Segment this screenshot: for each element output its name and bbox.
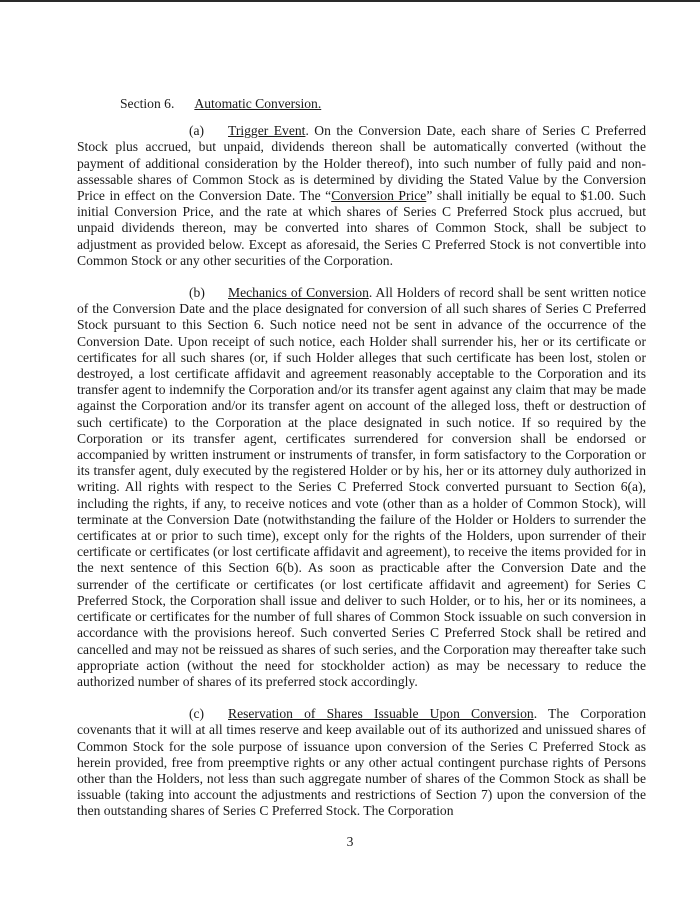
conversion-price-term: Conversion Price	[331, 188, 427, 204]
document-page	[77, 96, 646, 836]
paragraph-a-title: Trigger Event	[228, 123, 306, 139]
paragraph-b-label: (b)	[189, 285, 205, 301]
paragraph-a-text-2: ” shall initially be equal to $1.00. Such initial Conversion Price, and the rate at which shares of Series C Preferred Stock plus accrued, but unpaid dividends thereon, may be converted into shares of Common Stock, shall be subject to adjustment as provided below. Except as aforesaid, the Series C Preferred Stock is not convertible into Common Stock or any other securities of the Corporation.	[77, 188, 646, 268]
paragraph-c-text: . The Corporation covenants that it will at all times reserve and keep available out of its authorized and unissued shares of Common Stock for the sole purpose of issuance upon conversion of the Series C Preferred Stock as herein provided, free from preemptive rights or any other actual contingent purchase rights of Persons other than the Holders, not less than such aggregate number of shares of the Common Stock as shall be issuable (taking into account the adjustments and restrictions of Section 7) upon the conversion of the then outstanding shares of Series C Preferred Stock. The Corporation	[77, 706, 646, 819]
section-title: Automatic Conversion.	[194, 96, 322, 111]
paragraph-a-text-1: . On the Conversion Date, each share of Series C Preferred Stock plus accrued, but unpaid, dividends thereon shall be automatically converted (without the payment of additional consideration by the Holder thereof), into such number of fully paid and non-assessable shares of Common Stock as is determined by dividing the Stated Value by the Conversion Price in effect on the Conversion Date. The “	[77, 123, 646, 204]
section-label: Section 6.	[120, 96, 175, 111]
paragraph-a	[77, 123, 646, 269]
paragraph-b	[77, 285, 646, 690]
page-number: 3	[346, 834, 354, 849]
paragraph-c-title: Reservation of Shares Issuable Upon Conversion	[228, 706, 534, 722]
section-heading	[120, 96, 646, 112]
paragraph-c-label: (c)	[189, 706, 205, 722]
paragraph-c	[77, 706, 646, 819]
paragraph-b-text: . All Holders of record shall be sent written notice of the Conversion Date and the place designated for conversion of all such shares of Series C Preferred Stock pursuant to this Section 6. Such notice need not be sent in advance of the occurrence of the Conversion Date. Upon receipt of such notice, each Holder shall surrender his, her or its certificate or certificates for all such shares (or, if such Holder alleges that such certificate has been lost, stolen or destroyed, a lost certificate affidavit and agreement reasonably acceptable to the Corporation and its transfer agent to indemnify the Corporation and/or its transfer agent against any claim that may be made against the Corporation and/or its transfer agent on account of the alleged loss, theft or destruction of such certificate) to the Corporation at the place designated in such notice. If so required by the Corporation or its transfer agent, certificates surrendered for conversion shall be endorsed or accompanied by written instrument or instruments of transfer, in form satisfactory to the Corporation or its transfer agent, duly executed by the registered Holder or by his, her or its attorney duly authorized in writing. All rights with respect to the Series C Preferred Stock converted pursuant to Section 6(a), including the rights, if any, to receive notices and vote (other than as a holder of Common Stock), will terminate at the Conversion Date (notwithstanding the failure of the Holder or Holders to surrender the certificates at or prior to such time), except only for the rights of the Holders, upon surrender of their certificate or certificates (or lost certificate affidavit and agreement), to receive the items provided for in the next sentence of this Section 6(b). As soon as practicable after the Conversion Date and the surrender of the certificate or certificates (or lost certificate affidavit and agreement) for Series C Preferred Stock, the Corporation shall issue and deliver to such Holder, or to his, her or its nominees, a certificate or certificates for the number of full shares of Common Stock issuable on such conversion in accordance with the provisions hereof. Such converted Series C Preferred Stock shall be retired and cancelled and may not be reissued as shares of such series, and the Corporation may thereafter take such appropriate action (without the need for stockholder action) as may be necessary to reduce the authorized number of shares of its preferred stock accordingly.	[77, 285, 646, 689]
top-border-line	[0, 0, 700, 2]
paragraph-b-title: Mechanics of Conversion	[228, 285, 369, 301]
paragraph-a-label: (a)	[189, 123, 205, 139]
